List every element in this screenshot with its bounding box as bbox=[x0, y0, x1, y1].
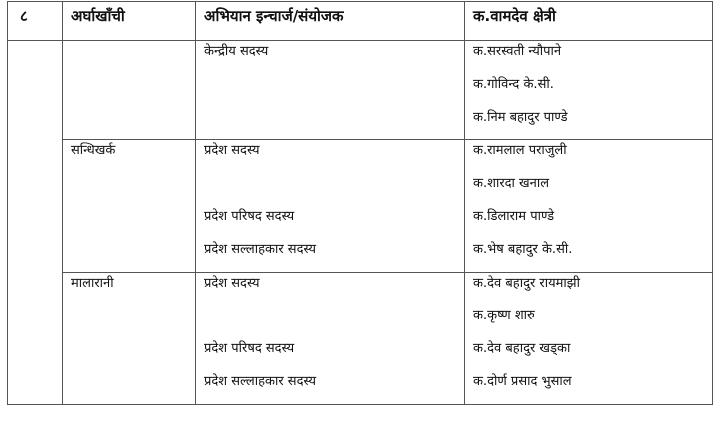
role-label bbox=[196, 107, 464, 140]
role-cell bbox=[196, 140, 465, 272]
table-header-row bbox=[8, 2, 713, 41]
district-header-cell bbox=[63, 2, 196, 41]
role-header-cell bbox=[196, 2, 465, 41]
role-label: प्रदेश परिषद सदस्य bbox=[204, 341, 295, 357]
role-cell bbox=[196, 41, 465, 140]
role-cell bbox=[196, 272, 465, 404]
member-name: क.भेष बहादुर के.सी. bbox=[473, 241, 573, 257]
role-label: प्रदेश सल्लाहकार सदस्य bbox=[204, 241, 317, 257]
role-label bbox=[196, 173, 464, 206]
member-cell bbox=[465, 140, 713, 272]
area-cell bbox=[63, 41, 196, 140]
member-cell bbox=[465, 272, 713, 404]
table-row bbox=[8, 41, 713, 140]
member-name: क.कृष्ण शारु bbox=[473, 308, 535, 324]
area-name bbox=[63, 41, 195, 74]
area-name: मालारानी bbox=[71, 275, 114, 291]
coordinator-header-cell bbox=[465, 2, 713, 41]
role-label bbox=[196, 305, 464, 338]
role-label: प्रदेश परिषद सदस्य bbox=[204, 208, 295, 224]
table-row bbox=[8, 140, 713, 272]
role-label bbox=[196, 74, 464, 107]
member-name: क.रामलाल पराजुली bbox=[473, 143, 567, 159]
area-cell bbox=[63, 272, 196, 404]
role-label: प्रदेश सदस्य bbox=[204, 275, 260, 291]
coordinator-name: क.वामदेव क्षेत्री bbox=[473, 7, 556, 25]
member-name: क.शारदा खनाल bbox=[473, 176, 550, 192]
serial-number-cell bbox=[8, 2, 63, 41]
serial-cell-empty bbox=[8, 41, 63, 405]
member-name: क.गोविन्द के.सी. bbox=[473, 76, 554, 92]
member-name: क.डिलाराम पाण्डे bbox=[473, 208, 555, 224]
campaign-table bbox=[7, 1, 713, 405]
table-row bbox=[8, 272, 713, 404]
member-name: क.निम बहादुर पाण्डे bbox=[473, 109, 568, 125]
role-header: अभियान इन्चार्ज/संयोजक bbox=[204, 7, 344, 25]
member-cell bbox=[465, 41, 713, 140]
member-name: क.दोर्ण प्रसाद भुसाल bbox=[473, 373, 572, 389]
serial-number: ८ bbox=[20, 7, 28, 25]
member-name: क.देव बहादुर रायमाझी bbox=[473, 275, 580, 291]
role-label: प्रदेश सदस्य bbox=[204, 143, 260, 159]
member-name: क.सरस्वती न्यौपाने bbox=[473, 44, 562, 59]
role-label: प्रदेश सल्लाहकार सदस्य bbox=[204, 373, 317, 389]
district-name: अर्घाखाँची bbox=[71, 7, 125, 25]
member-name: क.देव बहादुर खड्का bbox=[473, 341, 571, 357]
area-name: सन्धिखर्क bbox=[71, 143, 116, 159]
area-cell bbox=[63, 140, 196, 272]
role-label: केन्द्रीय सदस्य bbox=[204, 44, 269, 59]
